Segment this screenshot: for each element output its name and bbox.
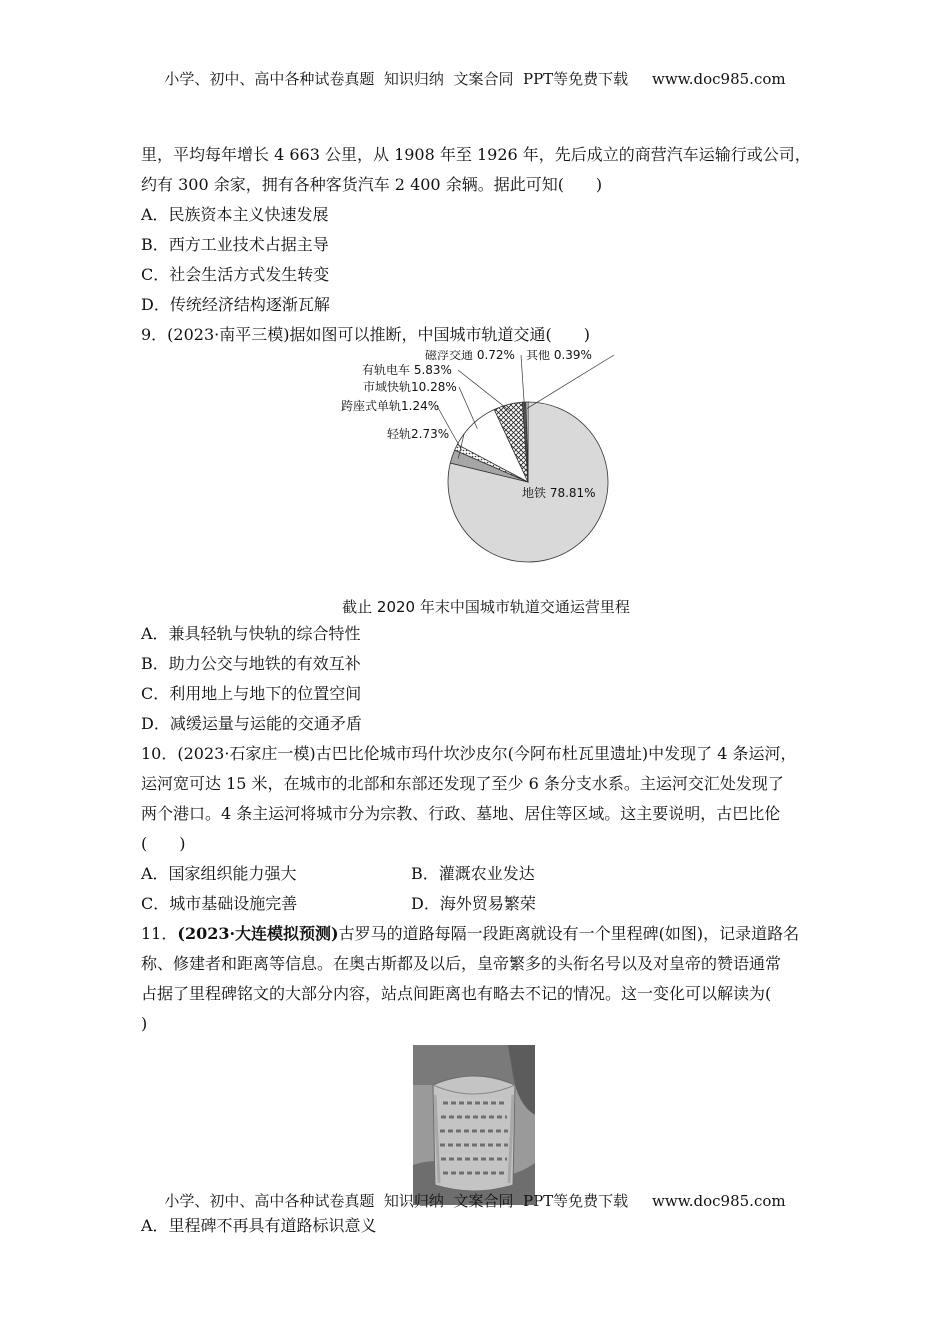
pie-label-3: 跨座式单轨1.24% (341, 399, 440, 413)
q10-line-3: 两个港口。4 条主运河将城市分为宗教、行政、墓地、居住等区域。这主要说明，古巴比伦 (141, 804, 781, 823)
pie-label-4: 市域快轨10.28% (363, 380, 457, 394)
q10-option-d: D．海外贸易繁荣 (411, 894, 536, 913)
q11-line-1 (141, 919, 811, 949)
page-content (141, 140, 811, 1241)
roman-milestone-photo (413, 1045, 535, 1205)
q11-line-1-text: 古罗马的道路每隔一段距离就设有一个里程碑(如图)，记录道路名 (338, 924, 800, 943)
pie-leader-line-7 (527, 355, 614, 408)
q8-line-1: 里，平均每年增长 4 663 公里，从 1908 年至 1926 年，先后成立的商营汽车运输行或公司， (141, 145, 811, 164)
q11-line-3: 占据了里程碑铭文的大部分内容，站点间距离也有略去不记的情况。这一变化可以解读为( (141, 984, 772, 1003)
q11-option-a: A．里程碑不再具有道路标识意义 (141, 1216, 377, 1235)
q10-option-a: A．国家组织能力强大 (141, 864, 297, 883)
q8-option-b: B．西方工业技术占据主导 (141, 235, 329, 254)
q9-option-c: C．利用地上与地下的位置空间 (141, 684, 362, 703)
q9-option-b: B．助力公交与地铁的有效互补 (141, 654, 361, 673)
pie-chart-area (141, 350, 811, 595)
q10-line-2: 运河宽可达 15 米，在城市的北部和东部还发现了至少 6 条分支水系。主运河交汇处发现了 (141, 774, 784, 793)
q8-option-c: C．社会生活方式发生转变 (141, 265, 330, 284)
pie-label-5: 有轨电车 5.83% (362, 363, 452, 377)
q11-line-2: 称、修建者和距离等信息。在奥古斯都及以后，皇帝繁多的头衔名号以及对皇帝的赞语通常 (141, 954, 782, 973)
q9-option-a: A．兼具轻轨与快轨的综合特性 (141, 624, 361, 643)
pie-label-7: 其他 0.39% (526, 350, 592, 362)
milestone-illustration (413, 1045, 535, 1205)
q11-number: 11． (141, 924, 178, 943)
page-header: 小学、初中、高中各种试卷真题 知识归纳 文案合同 PPT等免费下载 www.doc985.com (164, 70, 786, 88)
pie-chart (141, 350, 811, 595)
q8-option-a: A．民族资本主义快速发展 (141, 205, 329, 224)
q10-option-c: C．城市基础设施完善 (141, 894, 298, 913)
q8-line-2: 约有 300 余家，拥有各种客货汽车 2 400 余辆。据此可知( ) (141, 175, 603, 194)
pie-leader-line-4 (459, 387, 477, 429)
page-footer: 小学、初中、高中各种试卷真题 知识归纳 文案合同 PPT等免费下载 www.doc985.com (164, 1192, 786, 1210)
pie-label-2: 轻轨2.73% (387, 427, 450, 441)
q10-options-row-2 (141, 889, 811, 919)
q9-option-d: D．减缓运量与运能的交通矛盾 (141, 714, 362, 733)
pie-leader-line-6 (521, 355, 525, 408)
q8-option-d: D．传统经济结构逐渐瓦解 (141, 295, 330, 314)
q11-source: (2023·大连模拟预测) (177, 924, 339, 943)
pie-leader-line-5 (458, 370, 510, 411)
q10-line-4: ( ) (141, 834, 186, 853)
pie-label-6: 磁浮交通 0.72% (425, 350, 515, 362)
q10-option-b: B．灌溉农业发达 (411, 864, 535, 883)
q10-options-row-1 (141, 859, 811, 889)
pie-label-1: 地铁 78.81% (522, 486, 596, 500)
milestone-photo-area (141, 1039, 811, 1211)
q9-stem: 9．(2023·南平三模)据如图可以推断，中国城市轨道交通( ) (141, 325, 590, 344)
q11-line-4: ) (141, 1014, 148, 1033)
q10-line-1: 10．(2023·石家庄一模)古巴比伦城市玛什坎沙皮尔(今阿布杜瓦里遗址)中发现了 4 条运河， (141, 744, 797, 763)
chart-caption: 截止 2020 年末中国城市轨道交通运营里程 (342, 598, 630, 616)
